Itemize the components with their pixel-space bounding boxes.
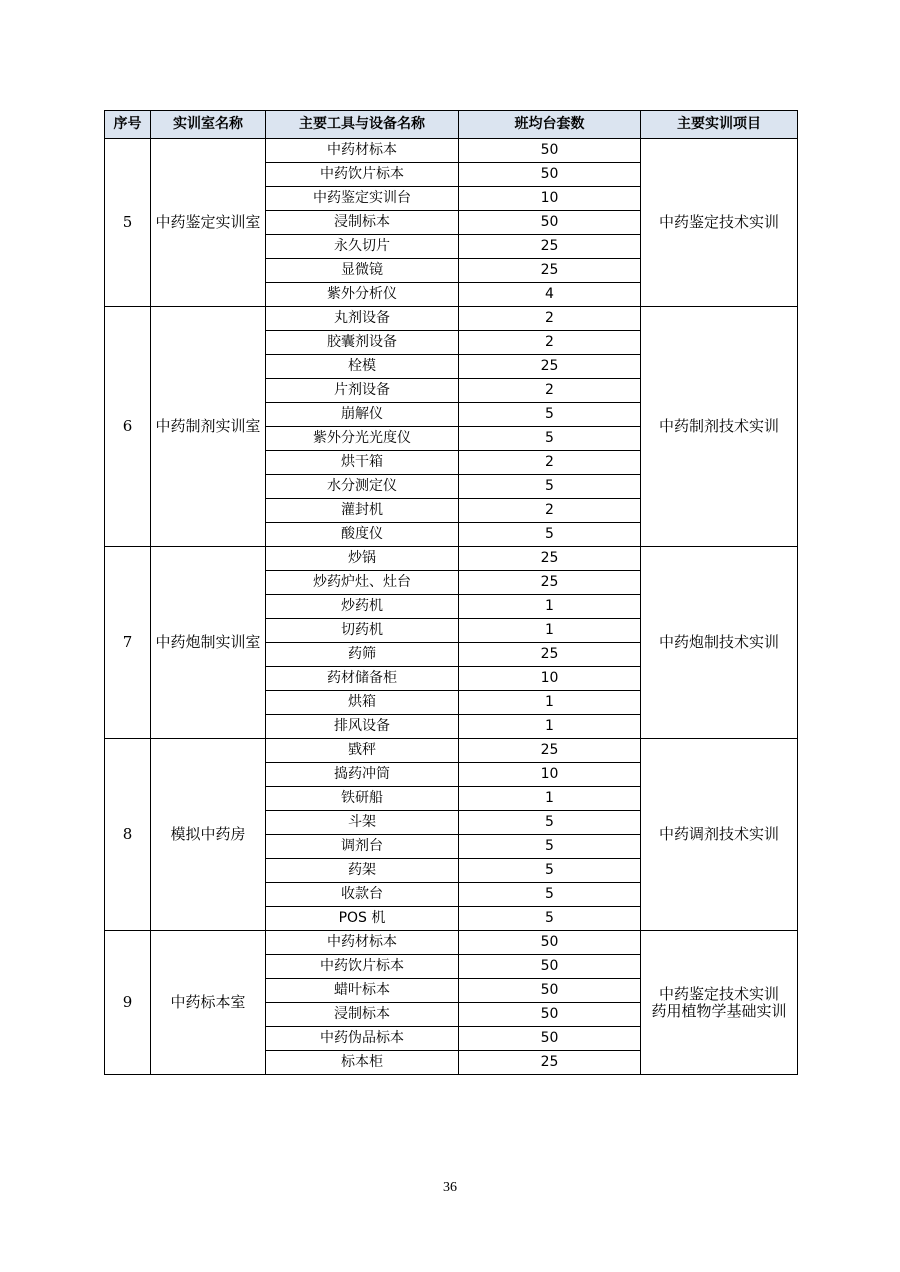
equipment-count-cell: 50 (459, 1003, 641, 1027)
equipment-count-cell: 5 (459, 403, 641, 427)
table-row (105, 139, 798, 163)
equipment-count-cell: 25 (459, 571, 641, 595)
equipment-name-cell: 炒锅 (266, 547, 459, 571)
table-row (105, 739, 798, 763)
equipment-count-cell: 5 (459, 859, 641, 883)
row-index-cell: 5 (105, 139, 151, 307)
equipment-count-cell: 25 (459, 355, 641, 379)
equipment-count-cell: 1 (459, 715, 641, 739)
equipment-name-cell: 收款台 (266, 883, 459, 907)
equipment-name-cell: 灌封机 (266, 499, 459, 523)
equipment-count-cell: 25 (459, 235, 641, 259)
equipment-count-cell: 1 (459, 619, 641, 643)
equipment-count-cell: 50 (459, 955, 641, 979)
equipment-name-cell: 炒药炉灶、灶台 (266, 571, 459, 595)
equipment-name-cell: 斗架 (266, 811, 459, 835)
equipment-name-cell: 捣药冲筒 (266, 763, 459, 787)
equipment-name-cell: 药筛 (266, 643, 459, 667)
equipment-name-cell: 酸度仪 (266, 523, 459, 547)
header-room-name: 实训室名称 (151, 111, 266, 139)
equipment-count-cell: 50 (459, 163, 641, 187)
equipment-name-cell: 栓模 (266, 355, 459, 379)
equipment-name-cell: 戥秤 (266, 739, 459, 763)
equipment-name-cell: 崩解仪 (266, 403, 459, 427)
equipment-name-cell: 中药饮片标本 (266, 955, 459, 979)
equipment-name-cell: 永久切片 (266, 235, 459, 259)
equipment-name-cell: 中药伪品标本 (266, 1027, 459, 1051)
room-name-cell: 中药炮制实训室 (151, 547, 266, 739)
equipment-name-cell: 药材储备柜 (266, 667, 459, 691)
equipment-count-cell: 2 (459, 451, 641, 475)
equipment-name-cell: 中药材标本 (266, 931, 459, 955)
equipment-count-cell: 5 (459, 835, 641, 859)
equipment-name-cell: 蜡叶标本 (266, 979, 459, 1003)
equipment-count-cell: 5 (459, 427, 641, 451)
page-number: 36 (443, 1180, 457, 1195)
room-name-cell: 中药制剂实训室 (151, 307, 266, 547)
equipment-name-cell: 切药机 (266, 619, 459, 643)
equipment-name-cell: 中药材标本 (266, 139, 459, 163)
equipment-count-cell: 2 (459, 499, 641, 523)
row-index-cell: 8 (105, 739, 151, 931)
header-training-project: 主要实训项目 (641, 111, 798, 139)
equipment-name-cell: 胶囊剂设备 (266, 331, 459, 355)
equipment-table (104, 110, 798, 1075)
equipment-count-cell: 10 (459, 763, 641, 787)
header-row (105, 111, 798, 139)
equipment-count-cell: 1 (459, 691, 641, 715)
equipment-count-cell: 50 (459, 139, 641, 163)
equipment-count-cell: 10 (459, 187, 641, 211)
table-row (105, 307, 798, 331)
table-body (105, 139, 798, 1075)
equipment-count-cell: 5 (459, 523, 641, 547)
row-index-cell: 6 (105, 307, 151, 547)
equipment-count-cell: 1 (459, 787, 641, 811)
table-row (105, 931, 798, 955)
equipment-name-cell: 浸制标本 (266, 211, 459, 235)
header-count-per-class: 班均台套数 (459, 111, 641, 139)
training-project-cell: 中药鉴定技术实训 (641, 139, 798, 307)
equipment-count-cell: 5 (459, 907, 641, 931)
equipment-name-cell: 标本柜 (266, 1051, 459, 1075)
equipment-name-cell: 水分测定仪 (266, 475, 459, 499)
equipment-name-cell: 紫外分析仪 (266, 283, 459, 307)
training-project-cell: 中药制剂技术实训 (641, 307, 798, 547)
room-name-cell: 中药鉴定实训室 (151, 139, 266, 307)
table-header (105, 111, 798, 139)
equipment-count-cell: 10 (459, 667, 641, 691)
equipment-name-cell: 丸剂设备 (266, 307, 459, 331)
room-name-cell: 模拟中药房 (151, 739, 266, 931)
equipment-count-cell: 25 (459, 643, 641, 667)
equipment-name-cell: 铁研船 (266, 787, 459, 811)
training-project-cell: 中药调剂技术实训 (641, 739, 798, 931)
equipment-name-cell: 炒药机 (266, 595, 459, 619)
equipment-name-cell: 排风设备 (266, 715, 459, 739)
equipment-name-cell: 中药鉴定实训台 (266, 187, 459, 211)
equipment-count-cell: 50 (459, 211, 641, 235)
equipment-name-cell: 药架 (266, 859, 459, 883)
equipment-count-cell: 5 (459, 811, 641, 835)
equipment-count-cell: 2 (459, 331, 641, 355)
header-index: 序号 (105, 111, 151, 139)
training-project-cell: 中药炮制技术实训 (641, 547, 798, 739)
equipment-name-cell: POS 机 (266, 907, 459, 931)
equipment-count-cell: 5 (459, 883, 641, 907)
table-row (105, 547, 798, 571)
equipment-name-cell: 烘干箱 (266, 451, 459, 475)
equipment-name-cell: 片剂设备 (266, 379, 459, 403)
equipment-count-cell: 25 (459, 259, 641, 283)
equipment-count-cell: 25 (459, 1051, 641, 1075)
equipment-count-cell: 5 (459, 475, 641, 499)
equipment-count-cell: 50 (459, 979, 641, 1003)
equipment-count-cell: 25 (459, 739, 641, 763)
equipment-count-cell: 1 (459, 595, 641, 619)
equipment-count-cell: 25 (459, 547, 641, 571)
training-project-cell: 中药鉴定技术实训 药用植物学基础实训 (641, 931, 798, 1075)
equipment-name-cell: 显微镜 (266, 259, 459, 283)
equipment-name-cell: 调剂台 (266, 835, 459, 859)
row-index-cell: 7 (105, 547, 151, 739)
equipment-count-cell: 50 (459, 1027, 641, 1051)
equipment-name-cell: 紫外分光光度仪 (266, 427, 459, 451)
room-name-cell: 中药标本室 (151, 931, 266, 1075)
header-equipment-name: 主要工具与设备名称 (266, 111, 459, 139)
equipment-count-cell: 2 (459, 379, 641, 403)
equipment-name-cell: 浸制标本 (266, 1003, 459, 1027)
row-index-cell: 9 (105, 931, 151, 1075)
equipment-count-cell: 4 (459, 283, 641, 307)
equipment-count-cell: 2 (459, 307, 641, 331)
equipment-name-cell: 中药饮片标本 (266, 163, 459, 187)
equipment-name-cell: 烘箱 (266, 691, 459, 715)
equipment-count-cell: 50 (459, 931, 641, 955)
